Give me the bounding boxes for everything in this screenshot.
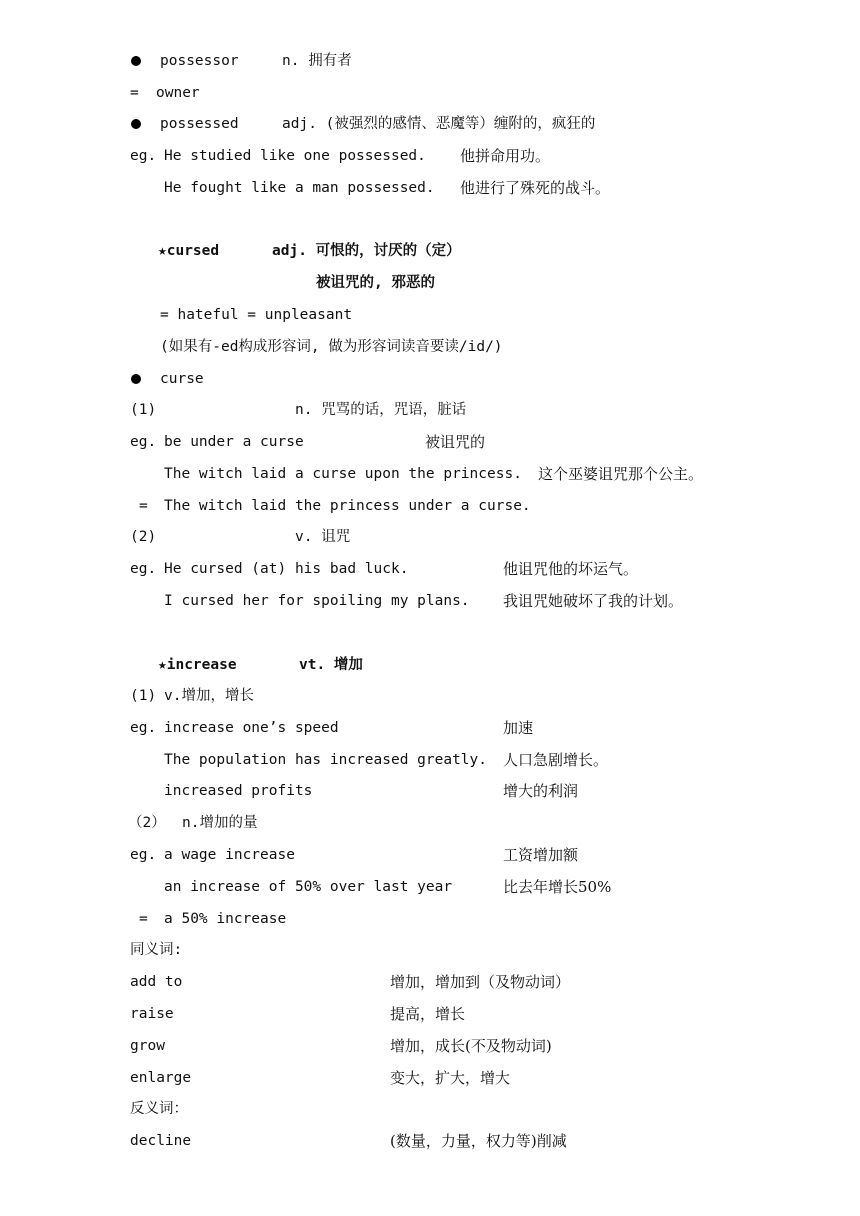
equals-sign: = [130,85,139,101]
antonym-definition: (数量，力量，权力等)削减 [390,1132,567,1150]
example-chinese: 工资增加额 [503,846,579,864]
sense-definition: v.增加，增长 [164,688,254,704]
example-label: eg. [130,148,157,164]
headword: ★increase [158,657,237,673]
example-english: The population has increased greatly. [164,752,488,768]
antonyms-heading: 反义词： [130,1101,188,1117]
synonym-word: grow [130,1038,165,1054]
entry-word: possessed [160,116,239,132]
synonym-definition: 提高，增长 [390,1005,466,1023]
part-of-speech: adj. 可恨的，讨厌的（定） [272,243,461,259]
synonym-definition: 增加，成长(不及物动词) [390,1037,552,1055]
example-chinese: 这个巫婆诅咒那个公主。 [538,465,704,483]
part-of-speech: vt. 增加 [299,657,363,673]
headword: ★cursed [158,243,220,259]
part-of-speech: adj. (被强烈的感情、恶魔等）缠附的，疯狂的 [282,116,596,132]
example-english: increase one’s speed [164,720,339,736]
example-chinese: 被诅咒的 [425,433,486,451]
example-chinese: 他拼命用功。 [460,147,551,165]
bullet-icon [131,56,141,66]
example-english: The witch laid the princess under a curse. [164,498,531,514]
synonym-word: add to [130,974,183,990]
synonym-word: enlarge [130,1070,192,1086]
example-chinese: 人口急剧增长。 [503,751,609,769]
sense-definition: n.增加的量 [182,815,258,831]
sense-number: (1) [130,688,157,704]
example-chinese: 增大的利润 [503,782,579,800]
example-chinese: 他进行了殊死的战斗。 [460,179,611,197]
example-english: a wage increase [164,847,295,863]
synonym-definition: 变大，扩大，增大 [390,1069,511,1087]
sense-number: (1) [130,402,157,418]
sense-number: (2) [130,529,157,545]
example-label: eg. [130,720,157,736]
example-chinese: 我诅咒她破坏了我的计划。 [503,592,684,610]
entry-word: possessor [160,53,239,69]
synonym-line: = hateful = unpleasant [160,307,353,323]
example-chinese: 加速 [503,719,534,737]
bullet-icon [131,119,141,129]
synonym: owner [156,85,200,101]
equals-sign: = [139,911,148,927]
synonyms-heading: 同义词: [130,942,183,958]
sense-number: （2） [128,815,166,831]
example-chinese: 他诅咒他的坏运气。 [503,560,639,578]
synonym-definition: 增加，增加到（及物动词） [390,973,571,991]
entry-word: curse [160,371,204,387]
pronunciation-note: (如果有-ed构成形容词, 做为形容词读音要读/id/) [160,339,503,355]
example-english: an increase of 50% over last year [164,879,453,895]
secondary-sense: 被诅咒的, 邪恶的 [316,275,435,291]
part-of-speech: n. 拥有者 [282,53,352,69]
example-label: eg. [130,561,157,577]
example-english: I cursed her for spoiling my plans. [164,593,470,609]
equals-sign: = [139,498,148,514]
sense-definition: n. 咒骂的话，咒语，脏话 [295,402,467,418]
example-english: be under a curse [164,434,304,450]
example-english: The witch laid a curse upon the princess. [164,466,522,482]
example-english: He cursed (at) his bad luck. [164,561,409,577]
example-english: a 50% increase [164,911,287,927]
example-english: He fought like a man possessed. [164,180,435,196]
example-label: eg. [130,847,157,863]
example-chinese: 比去年增长50% [503,878,612,896]
synonym-word: raise [130,1006,174,1022]
example-english: He studied like one possessed. [164,148,426,164]
example-label: eg. [130,434,157,450]
sense-definition: v. 诅咒 [295,529,351,545]
example-english: increased profits [164,783,313,799]
bullet-icon [131,374,141,384]
antonym-word: decline [130,1133,192,1149]
